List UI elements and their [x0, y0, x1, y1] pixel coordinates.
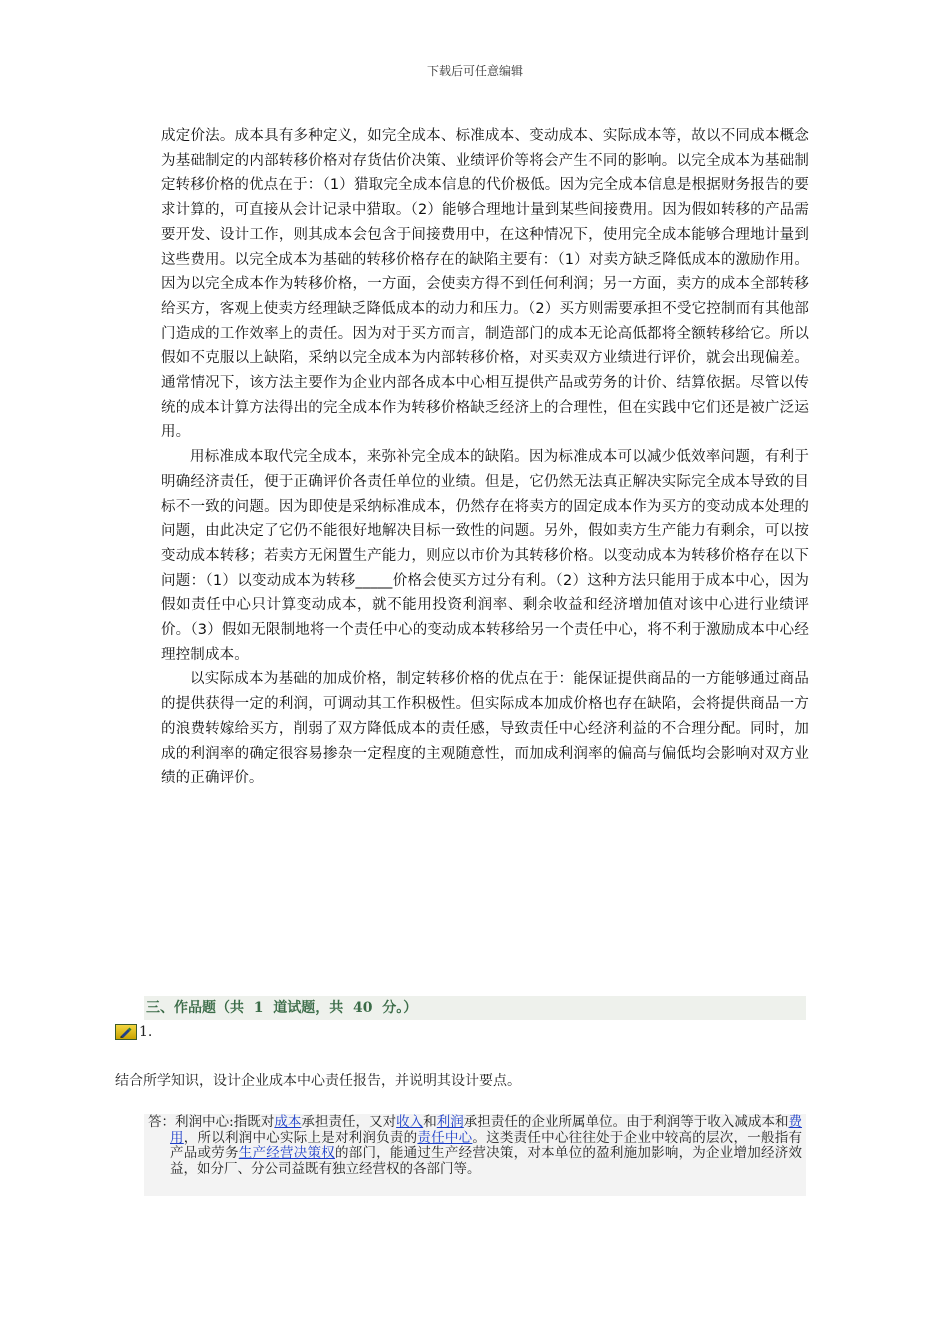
paragraph-cost-plus: 以实际成本为基础的加成价格，制定转移价格的优点在于：能保证提供商品的一方能够通过商品的提供获得一定的利润，可调动其工作积极性。但实际成本加成价格也存在缺陷，会将提供商品一方的浪费转嫁给买方，削弱了双方降低成本的责任感，导致责任中心经济利益的不合理分配。同时，加成的利润率的确定很容易掺杂一定程度的主观随意性，而加成利润率的偏高与偏低均会影响对双方业绩的正确评价。 [161, 671, 809, 787]
answer-text: 承担责任的企业所属单位。由于利润等于收入减成本和 [463, 1114, 789, 1130]
answer-text: 和 [423, 1114, 437, 1130]
link-expense[interactable]: 费用 [170, 1114, 803, 1146]
link-cost[interactable]: 成本 [274, 1114, 302, 1130]
article-body [161, 124, 809, 791]
pencil-note-icon [115, 1024, 137, 1040]
question-number: 1. [139, 1024, 153, 1040]
section-title: 三、作品题（共 1 道试题，共 40 分。） [146, 1000, 418, 1016]
answer-text: 。这类责任中心往往处于企业中较高的层次，一般指有产品或劳务 [170, 1129, 803, 1162]
question-row [115, 1022, 152, 1042]
page-header: 下载后可任意编辑 [426, 64, 523, 78]
answer-text: 答：利润中心:指既对 [148, 1114, 275, 1130]
link-revenue[interactable]: 收入 [396, 1114, 424, 1130]
answer-text: 的部门，能通过生产经营决策，对本单位的盈利施加影响，为企业增加经济效益，如分厂、分公司益既有独立经营权的各部门等。 [170, 1145, 803, 1177]
paragraph-standard-cost: 用标准成本取代完全成本，来弥补完全成本的缺陷。因为标准成本可以减少低效率问题，有利于明确经济责任，便于正确评价各责任单位的业绩。但是，它仍然无法真正解决实际完全成本导致的目标不一致的问题。因为即使是采纳标准成本，仍然存在将卖方的固定成本作为买方的变动成本处理的问题，由此决定了它仍不能很好地解决目标一致性的问题。另外，假如卖方生产能力有剩余，可以按变动成本转移；若卖方无闲置生产能力，则应以市价为其转移价格。以变动成本为转移价格存在以下问题：（1）以变动成本为转移_____价格会使买方过分有利。（2）这种方法只能用于成本中心，因为假如责任中心只计算变动成本，就不能用投资利润率、剩余收益和经济增加值对该中心进行业绩评价。（3）假如无限制地将一个责任中心的变动成本转移给另一个责任中心，将不利于激励成本中心经理控制成本。 [161, 449, 809, 663]
question-text: 结合所学知识，设计企业成本中心责任报告，并说明其设计要点。 [115, 1073, 521, 1089]
link-responsibility-center[interactable]: 责任中心 [417, 1129, 473, 1146]
section-header [144, 996, 806, 1020]
link-decision-rights[interactable]: 生产经营决策权 [238, 1145, 335, 1162]
paragraph-full-cost: 成定价法。成本具有多种定义，如完全成本、标准成本、变动成本、实际成本等，故以不同成本概念为基础制定的内部转移价格对存货估价决策、业绩评价等将会产生不同的影响。以完全成本为基础制定转移价格的优点在于：（1）猎取完全成本信息的代价极低。因为完全成本信息是根据财务报告的要求计算的，可直接从会计记录中猎取。（2）能够合理地计量到某些间接费用。因为假如转移的产品需要开发、设计工作，则其成本会包含于间接费用中，在这种情况下，使用完全成本能够合理地计量到这些费用。以完全成本为基础的转移价格存在的缺陷主要有：（1）对卖方缺乏降低成本的激励作用。因为以完全成本作为转移价格，一方面，会使卖方得不到任何利润；另一方面，卖方的成本全部转移给买方，客观上使卖方经理缺乏降低成本的动力和压力。（2）买方则需要承担不受它控制而有其他部门造成的工作效率上的责任。因为对于买方而言，制造部门的成本无论高低都将全额转移给它。所以假如不克服以上缺陷，采纳以完全成本为内部转移价格，对买卖双方业绩进行评价，就会出现偏差。通常情况下，该方法主要作为企业内部各成本中心相互提供产品或劳务的计价、结算依据。尽管以传统的成本计算方法得出的完全成本作为转移价格缺乏经济上的合理性，但在实践中它们还是被广泛运用。 [161, 128, 809, 441]
answer-text: ，所以利润中心实际上是对利润负责的 [183, 1129, 418, 1146]
link-profit[interactable]: 利润 [436, 1114, 464, 1130]
answer-text: 承担责任，又对 [301, 1114, 397, 1130]
answer-box [144, 1114, 806, 1196]
